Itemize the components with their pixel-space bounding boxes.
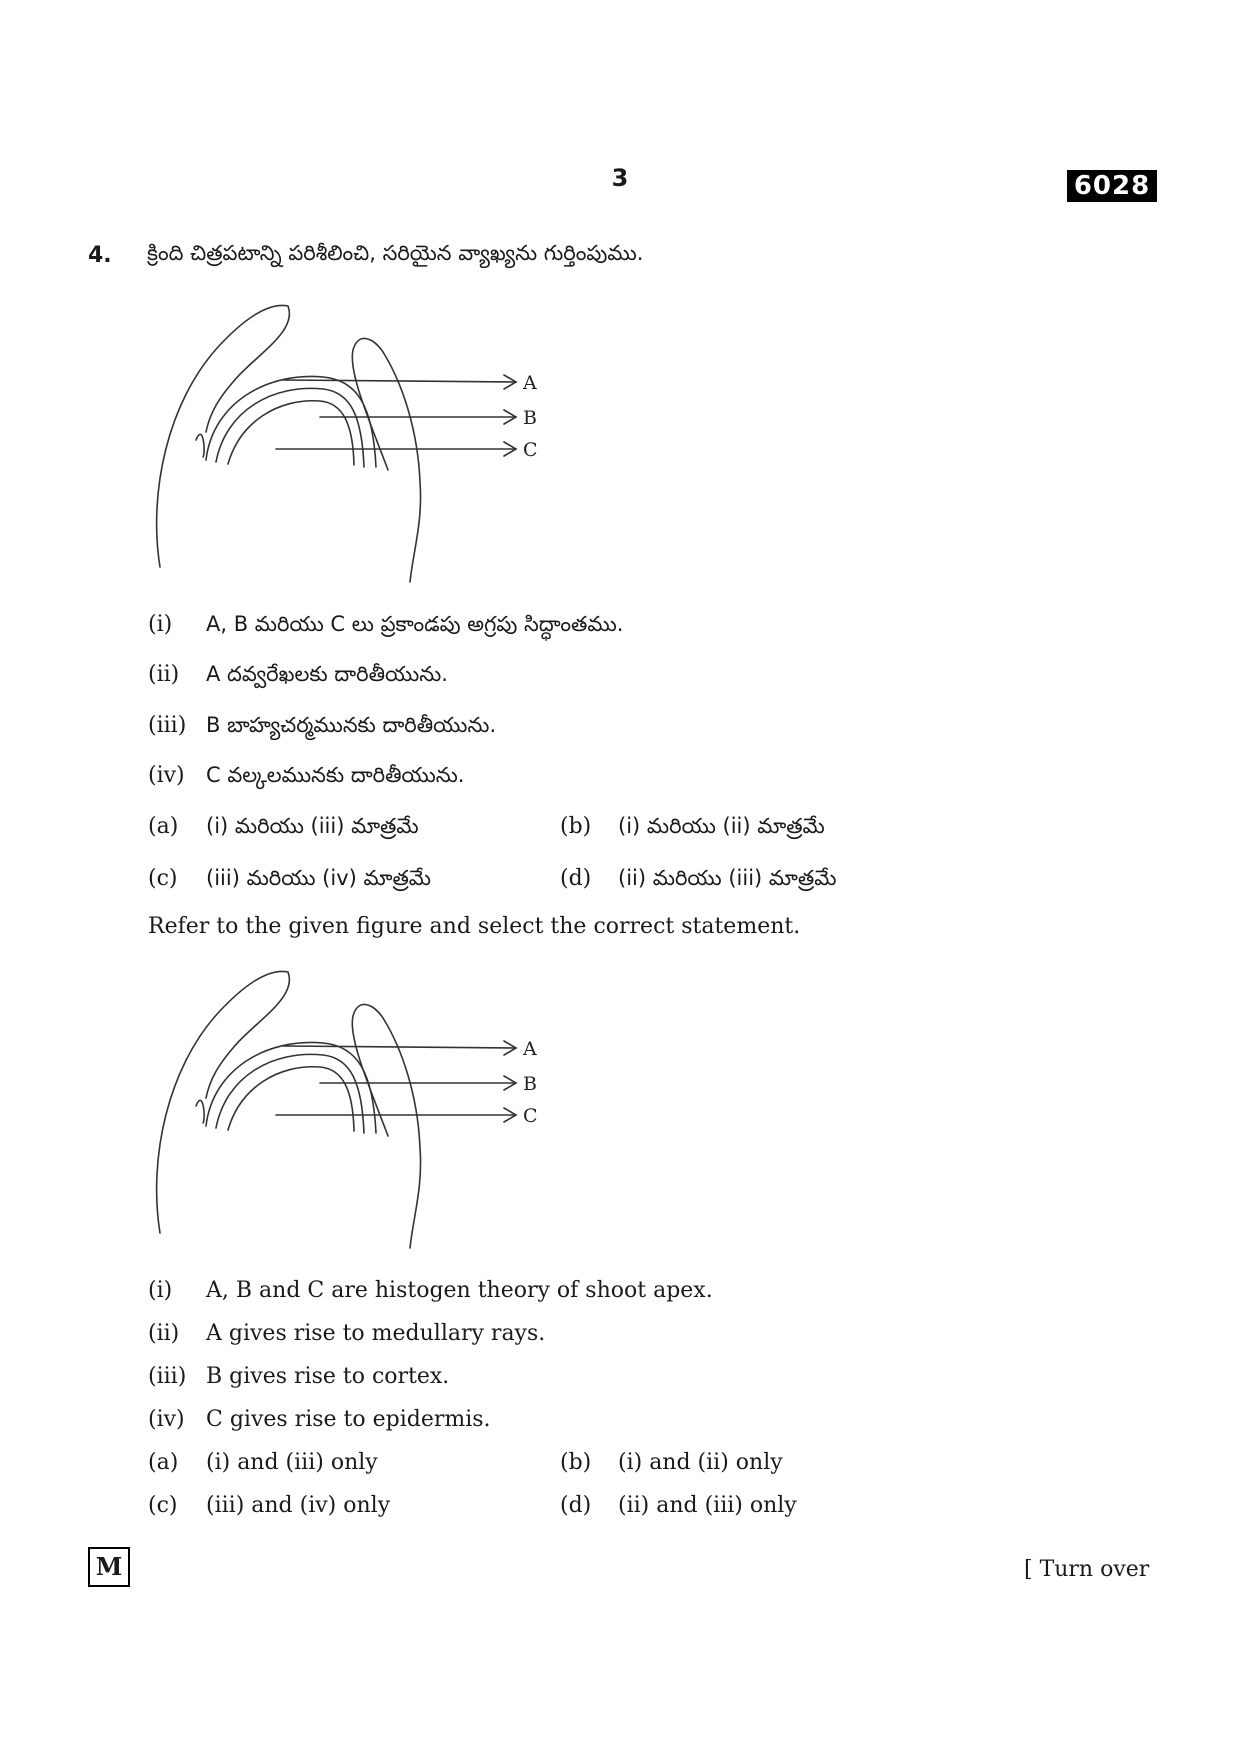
question-number: 4. [88, 243, 112, 268]
question-prompt-english: Refer to the given figure and select the correct statement. [148, 914, 801, 939]
statement-text: A gives rise to medullary rays. [206, 1321, 546, 1346]
option-text: (iii) మరియు (iv) మాత్రమే [206, 866, 432, 890]
statement-label: (iv) [148, 1407, 185, 1432]
turn-over-note: [ Turn over [1024, 1557, 1150, 1582]
statement-label: (iv) [148, 763, 185, 788]
medium-mark-box: M [88, 1547, 130, 1587]
figure-label-b: B [523, 407, 537, 429]
statement-english-1 [148, 1278, 713, 1303]
statement-telugu-2 [148, 662, 448, 692]
statement-label: (iii) [148, 713, 187, 738]
option-text: (i) and (ii) only [618, 1450, 783, 1475]
page-number: 3 [611, 164, 629, 192]
statement-label: (iii) [148, 1364, 187, 1389]
paper-code-badge: 6028 [1067, 170, 1157, 202]
question-prompt-telugu: క్రింది చిత్రపటాన్ని పరిశీలించి, సరియైన వ్యాఖ్యను గుర్తింపుము. [147, 241, 644, 265]
statement-telugu-4 [148, 763, 464, 793]
option-english-a[interactable] [148, 1450, 378, 1475]
option-label: (a) [148, 814, 179, 839]
statement-text: A, B and C are histogen theory of shoot apex. [206, 1278, 713, 1303]
option-label: (b) [560, 814, 592, 839]
shoot-apex-figure-telugu [148, 292, 628, 592]
statement-text: C వల్కలమునకు దారితీయును. [206, 763, 465, 787]
statement-label: (i) [148, 1278, 173, 1303]
option-label: (a) [148, 1450, 179, 1475]
statement-text: A దవ్వరేఖలకు దారితీయును. [206, 662, 448, 686]
figure-label-b: B [523, 1073, 537, 1095]
option-telugu-d[interactable] [560, 866, 836, 896]
option-text: (i) and (iii) only [206, 1450, 378, 1475]
statement-english-4 [148, 1407, 491, 1432]
statement-text: C gives rise to epidermis. [206, 1407, 491, 1432]
figure-label-c: C [523, 1105, 538, 1127]
statement-english-2 [148, 1321, 545, 1346]
option-text: (i) మరియు (iii) మాత్రమే [206, 814, 419, 838]
figure-label-a: A [523, 372, 537, 394]
option-english-d[interactable] [560, 1493, 797, 1518]
statement-english-3 [148, 1364, 449, 1389]
statement-label: (i) [148, 612, 173, 637]
figure-label-a: A [523, 1038, 537, 1060]
statement-telugu-3 [148, 713, 496, 743]
option-label: (c) [148, 1493, 178, 1518]
figure-label-c: C [523, 439, 538, 461]
option-label: (c) [148, 866, 178, 891]
option-label: (b) [560, 1450, 592, 1475]
statement-label: (ii) [148, 1321, 180, 1346]
option-text: (iii) and (iv) only [206, 1493, 391, 1518]
option-telugu-c[interactable] [148, 866, 431, 896]
option-text: (ii) and (iii) only [618, 1493, 797, 1518]
option-label: (d) [560, 1493, 592, 1518]
statement-text: B బాహ్యచర్మమునకు దారితీయును. [206, 713, 497, 737]
option-text: (i) మరియు (ii) మాత్రమే [618, 814, 825, 838]
option-telugu-a[interactable] [148, 814, 419, 844]
option-telugu-b[interactable] [560, 814, 825, 844]
statement-text: B gives rise to cortex. [206, 1364, 450, 1389]
statement-label: (ii) [148, 662, 180, 687]
statement-telugu-1 [148, 612, 623, 642]
option-text: (ii) మరియు (iii) మాత్రమే [618, 866, 837, 890]
option-english-b[interactable] [560, 1450, 783, 1475]
statement-text: A, B మరియు C లు ప్రకాండపు అగ్రపు సిద్ధాంతము. [206, 612, 624, 636]
option-label: (d) [560, 866, 592, 891]
option-english-c[interactable] [148, 1493, 390, 1518]
shoot-apex-figure-english [148, 958, 628, 1258]
